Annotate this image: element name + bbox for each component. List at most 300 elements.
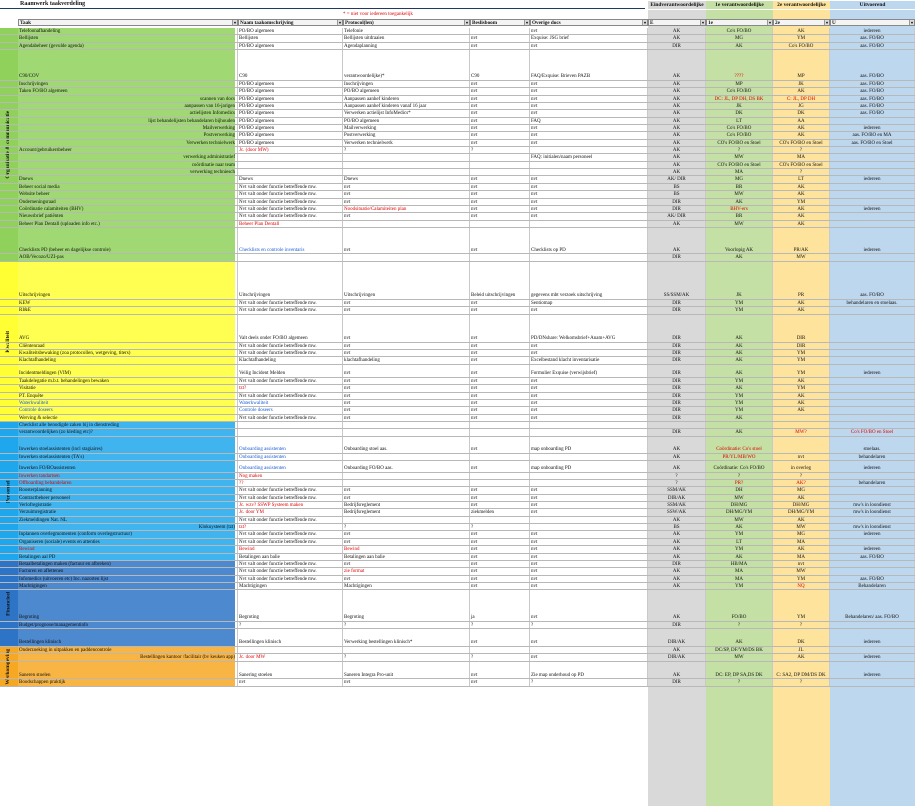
- cell-U[interactable]: aas. FO/BO: [830, 554, 915, 560]
- cell-protocol[interactable]: Begroting: [343, 590, 470, 621]
- cell-beslis[interactable]: nvt: [470, 184, 530, 190]
- cell-protocol[interactable]: Machtigingen: [343, 583, 470, 589]
- cell-1e[interactable]: MG: [706, 35, 773, 41]
- cell-beslis[interactable]: nvt: [470, 400, 530, 406]
- cell-task[interactable]: Incidentmeldingen (VIM): [18, 365, 238, 377]
- cell-task[interactable]: Beheer social media: [18, 184, 238, 190]
- cell-U[interactable]: iedereen: [830, 176, 915, 182]
- cell-2e[interactable]: DK: [773, 110, 830, 116]
- cell-1e[interactable]: AK: [706, 429, 773, 435]
- cell-E[interactable]: AK: [648, 576, 706, 582]
- cell-beslis[interactable]: nvt: [470, 539, 530, 545]
- cell-beslis[interactable]: [470, 254, 530, 260]
- cell-1e[interactable]: AK: [706, 350, 773, 356]
- cell-task[interactable]: RI&E: [18, 307, 238, 313]
- cell-beslis[interactable]: nvt: [470, 662, 530, 679]
- cell-docs[interactable]: [530, 162, 648, 168]
- cell-beslis[interactable]: nvt: [470, 629, 530, 646]
- cell-U[interactable]: [830, 679, 915, 685]
- cell-docs[interactable]: nvt: [530, 590, 648, 621]
- cell-naam[interactable]: Bewind: [238, 546, 343, 552]
- cell-U[interactable]: [830, 422, 915, 428]
- cell-E[interactable]: DIR: [648, 343, 706, 349]
- cell-beslis[interactable]: nvt: [470, 461, 530, 472]
- cell-protocol[interactable]: nvt: [343, 415, 470, 421]
- cell-naam[interactable]: Nvt valt onder functie betreffende mw.: [238, 199, 343, 205]
- cell-protocol[interactable]: Postverwerking: [343, 132, 470, 138]
- cell-task[interactable]: Website beheer: [18, 191, 238, 197]
- cell-E[interactable]: AK: [648, 125, 706, 131]
- cell-protocol[interactable]: nvt: [343, 191, 470, 197]
- cell-task[interactable]: Boodschappen praktijk: [18, 679, 238, 685]
- cell-1e[interactable]: LT: [706, 539, 773, 545]
- cell-protocol[interactable]: Saneren Integra Pro-unit: [343, 662, 470, 679]
- cell-task[interactable]: Saneren stoelen: [18, 662, 238, 679]
- cell-1e[interactable]: [706, 422, 773, 428]
- cell-1e[interactable]: AK: [706, 357, 773, 363]
- cell-U[interactable]: [830, 385, 915, 391]
- cell-1e[interactable]: CO's FO/BO en Stoel: [706, 140, 773, 146]
- cell-task[interactable]: Mailverwerking: [18, 125, 238, 131]
- column-header-naam[interactable]: [238, 19, 343, 26]
- cell-docs[interactable]: nvt: [530, 199, 648, 205]
- cell-docs[interactable]: nvt: [530, 561, 648, 567]
- cell-U[interactable]: [830, 118, 915, 124]
- cell-E[interactable]: AK: [648, 140, 706, 146]
- cell-naam[interactable]: [238, 429, 343, 435]
- cell-E[interactable]: DIR: [648, 385, 706, 391]
- cell-docs[interactable]: gegevens mbt verzoek uitschrijving: [530, 262, 648, 299]
- cell-naam[interactable]: Nvt valt onder functie betreffende mw.: [238, 213, 343, 219]
- cell-naam[interactable]: Nvt valt onder functie betreffende mw.: [238, 531, 343, 537]
- cell-2e[interactable]: C: SA2, DP DM/DS DK: [773, 662, 830, 679]
- cell-beslis[interactable]: nvt: [470, 206, 530, 212]
- cell-naam[interactable]: Nvt valt onder functie betreffende mw.: [238, 568, 343, 574]
- cell-naam[interactable]: Nog maken: [238, 473, 343, 479]
- cell-2e[interactable]: AK: [773, 213, 830, 219]
- cell-U[interactable]: [830, 407, 915, 413]
- cell-docs[interactable]: Exquise: JSG brief: [530, 35, 648, 41]
- cell-task[interactable]: Contractbeheer personeel: [18, 495, 238, 501]
- cell-1e[interactable]: AK: [706, 415, 773, 421]
- cell-protocol[interactable]: nvt: [343, 495, 470, 501]
- cell-protocol[interactable]: nvt: [343, 343, 470, 349]
- cell-U[interactable]: Co's FO/BO en Stoel: [830, 429, 915, 435]
- cell-E[interactable]: AK: [648, 647, 706, 653]
- cell-task[interactable]: Dnews: [18, 176, 238, 182]
- cell-1e[interactable]: AK: [706, 629, 773, 646]
- cell-protocol[interactable]: [343, 473, 470, 479]
- cell-docs[interactable]: nvt: [530, 350, 648, 356]
- cell-protocol[interactable]: [343, 169, 470, 175]
- cell-2e[interactable]: PR/AK: [773, 228, 830, 253]
- cell-docs[interactable]: nvt: [530, 495, 648, 501]
- cell-protocol[interactable]: nvt: [343, 400, 470, 406]
- cell-1e[interactable]: YM: [706, 546, 773, 552]
- cell-task[interactable]: Waterkwaliteit: [18, 400, 238, 406]
- cell-task[interactable]: Inwerken tandartsen: [18, 473, 238, 479]
- cell-task[interactable]: Bestellingen klinisch: [18, 629, 238, 646]
- cell-beslis[interactable]: nvt: [470, 365, 530, 377]
- cell-U[interactable]: iedereen: [830, 28, 915, 34]
- cell-1e[interactable]: YM: [706, 400, 773, 406]
- cell-E[interactable]: DIR/AK: [648, 654, 706, 660]
- cell-U[interactable]: [830, 343, 915, 349]
- cell-docs[interactable]: [530, 169, 648, 175]
- cell-naam[interactable]: Klachtafhandeling: [238, 357, 343, 363]
- cell-naam[interactable]: Machtigingen: [238, 583, 343, 589]
- cell-beslis[interactable]: nvt: [470, 415, 530, 421]
- cell-naam[interactable]: [238, 169, 343, 175]
- cell-task[interactable]: C90/COV: [18, 50, 238, 80]
- cell-naam[interactable]: nvt: [238, 679, 343, 685]
- cell-1e[interactable]: YM: [706, 307, 773, 313]
- cell-1e[interactable]: BHV-ers: [706, 206, 773, 212]
- cell-2e[interactable]: AK: [773, 132, 830, 138]
- cell-beslis[interactable]: [470, 154, 530, 160]
- cell-U[interactable]: mw's in loondienst: [830, 509, 915, 515]
- cell-naam[interactable]: Beheer Plan Dentall: [238, 221, 343, 227]
- cell-docs[interactable]: [530, 147, 648, 153]
- cell-1e[interactable]: MW: [706, 517, 773, 523]
- cell-naam[interactable]: [238, 422, 343, 428]
- cell-task[interactable]: verwerking techniesch: [18, 169, 238, 175]
- cell-docs[interactable]: nvt: [530, 206, 648, 212]
- cell-U[interactable]: [830, 315, 915, 342]
- cell-E[interactable]: BS: [648, 191, 706, 197]
- cell-beslis[interactable]: Beleid uitschrijvingen: [470, 262, 530, 299]
- cell-1e[interactable]: BR: [706, 213, 773, 219]
- cell-protocol[interactable]: nvt: [343, 385, 470, 391]
- cell-2e[interactable]: AK: [773, 407, 830, 413]
- cell-E[interactable]: AK: [648, 147, 706, 153]
- cell-beslis[interactable]: nvt: [470, 437, 530, 453]
- cell-U[interactable]: [830, 415, 915, 421]
- cell-2e[interactable]: AK: [773, 546, 830, 552]
- cell-1e[interactable]: AK: [706, 315, 773, 342]
- cell-U[interactable]: [830, 147, 915, 153]
- cell-2e[interactable]: ?: [773, 473, 830, 479]
- cell-U[interactable]: [830, 539, 915, 545]
- cell-protocol[interactable]: [343, 162, 470, 168]
- cell-protocol[interactable]: [343, 480, 470, 486]
- cell-1e[interactable]: ?: [706, 679, 773, 685]
- cell-U[interactable]: aas. FO/BO: [830, 50, 915, 80]
- cell-U[interactable]: [830, 184, 915, 190]
- cell-2e[interactable]: DH/MG/YM: [773, 509, 830, 515]
- cell-2e[interactable]: in overleg: [773, 461, 830, 472]
- cell-naam[interactable]: PO/BO algemeen: [238, 88, 343, 94]
- cell-E[interactable]: AK: [648, 228, 706, 253]
- cell-task[interactable]: Bellijsten: [18, 35, 238, 41]
- cell-E[interactable]: AK: [648, 583, 706, 589]
- cell-E[interactable]: SS/SSM/AK: [648, 262, 706, 299]
- cell-beslis[interactable]: [470, 28, 530, 34]
- cell-docs[interactable]: nvt: [530, 385, 648, 391]
- cell-task[interactable]: lijst behandelijsten behandelaren bijhouden: [18, 118, 238, 124]
- cell-1e[interactable]: ?: [706, 473, 773, 479]
- cell-protocol[interactable]: Uitschrijvingen: [343, 262, 470, 299]
- cell-naam[interactable]: Jc. (door MW): [238, 147, 343, 153]
- cell-docs[interactable]: [530, 473, 648, 479]
- cell-U[interactable]: [830, 487, 915, 493]
- cell-beslis[interactable]: nvt: [470, 110, 530, 116]
- cell-naam[interactable]: tzt?: [238, 524, 343, 530]
- cell-U[interactable]: [830, 221, 915, 227]
- cell-beslis[interactable]: nvt: [470, 199, 530, 205]
- cell-E[interactable]: AK: [648, 169, 706, 175]
- cell-docs[interactable]: nvt: [530, 191, 648, 197]
- cell-protocol[interactable]: Bedrijfsreglement: [343, 502, 470, 508]
- cell-naam[interactable]: ?: [238, 622, 343, 628]
- cell-U[interactable]: aas. FO/BO en MA: [830, 132, 915, 138]
- cell-task[interactable]: Kwaliteitsbewaking (zoa protocollen, wetgeving, titers): [18, 350, 238, 356]
- cell-1e[interactable]: MW: [706, 191, 773, 197]
- cell-U[interactable]: iedereen: [830, 365, 915, 377]
- cell-task[interactable]: Inplannen overlegmomenten (conform overlegstructuur): [18, 531, 238, 537]
- cell-naam[interactable]: Jc. wzv? SSWP Systeem maken: [238, 502, 343, 508]
- cell-beslis[interactable]: nvt: [470, 315, 530, 342]
- cell-beslis[interactable]: nvt: [470, 213, 530, 219]
- cell-protocol[interactable]: [343, 154, 470, 160]
- cell-1e[interactable]: YM: [706, 531, 773, 537]
- cell-1e[interactable]: Co's FO/BO: [706, 28, 773, 34]
- column-header-beslis[interactable]: [470, 19, 530, 26]
- cell-beslis[interactable]: [470, 647, 530, 653]
- cell-task[interactable]: AVG: [18, 315, 238, 342]
- cell-E[interactable]: [648, 422, 706, 428]
- cell-E[interactable]: DIR/AK: [648, 629, 706, 646]
- cell-U[interactable]: iedereen: [830, 461, 915, 472]
- cell-E[interactable]: SSM/AK: [648, 487, 706, 493]
- cell-E[interactable]: AK: [648, 96, 706, 102]
- cell-naam[interactable]: Nvt valt onder functie betreffende mw.: [238, 343, 343, 349]
- cell-protocol[interactable]: nvt: [343, 350, 470, 356]
- cell-1e[interactable]: CO's FO/BO en Stoel: [706, 162, 773, 168]
- cell-protocol[interactable]: [343, 254, 470, 260]
- cell-1e[interactable]: MW: [706, 495, 773, 501]
- cell-naam[interactable]: Nvt valt onder functie betreffende mw.: [238, 300, 343, 306]
- cell-beslis[interactable]: nvt: [470, 103, 530, 109]
- cell-2e[interactable]: C: JL, DP DH: [773, 96, 830, 102]
- cell-E[interactable]: ?: [648, 473, 706, 479]
- cell-E[interactable]: AK/ DIR: [648, 176, 706, 182]
- cell-naam[interactable]: Onboarding assistenten: [238, 454, 343, 460]
- cell-naam[interactable]: PO/BO algemeen: [238, 118, 343, 124]
- filter-dropdown-icon[interactable]: ▾: [910, 20, 913, 25]
- cell-U[interactable]: [830, 393, 915, 399]
- cell-U[interactable]: iedereen: [830, 662, 915, 679]
- cell-task[interactable]: Inwerken FO/BOassistenten: [18, 461, 238, 472]
- cell-docs[interactable]: [530, 480, 648, 486]
- cell-naam[interactable]: [238, 647, 343, 653]
- cell-2e[interactable]: Co's FO/BO: [773, 43, 830, 49]
- cell-U[interactable]: [830, 307, 915, 313]
- cell-1e[interactable]: DC/SP, DF/YM/DS BK: [706, 647, 773, 653]
- cell-naam[interactable]: Jc. door MW: [238, 654, 343, 660]
- cell-2e[interactable]: AK: [773, 206, 830, 212]
- cell-task[interactable]: Klachtafhandeling: [18, 357, 238, 363]
- cell-2e[interactable]: ?: [773, 147, 830, 153]
- cell-protocol[interactable]: ?: [343, 622, 470, 628]
- cell-task[interactable]: Infomedics (uitvoeren etc) Inc. nazorten lijst: [18, 576, 238, 582]
- cell-U[interactable]: stoelaas.: [830, 437, 915, 453]
- cell-beslis[interactable]: [470, 221, 530, 227]
- cell-docs[interactable]: PD/DNshare: Welkomsbrief+Anam+AVG: [530, 315, 648, 342]
- cell-protocol[interactable]: Inschrijvingen: [343, 81, 470, 87]
- cell-protocol[interactable]: zie format: [343, 568, 470, 574]
- cell-1e[interactable]: MG: [706, 176, 773, 182]
- cell-beslis[interactable]: nvt: [470, 35, 530, 41]
- cell-E[interactable]: AK: [648, 50, 706, 80]
- cell-naam[interactable]: Betalingen aan balie: [238, 554, 343, 560]
- cell-2e[interactable]: DIR: [773, 343, 830, 349]
- cell-task[interactable]: actielijsten Infomedics: [18, 110, 238, 116]
- cell-beslis[interactable]: [470, 480, 530, 486]
- cell-E[interactable]: DIR: [648, 365, 706, 377]
- cell-docs[interactable]: nvt: [530, 307, 648, 313]
- cell-task[interactable]: AOB/Vecozo/UZI-pas: [18, 254, 238, 260]
- cell-2e[interactable]: ?: [773, 169, 830, 175]
- cell-U[interactable]: aas. FO/BO: [830, 96, 915, 102]
- cell-U[interactable]: [830, 495, 915, 501]
- cell-protocol[interactable]: Aanpassen aanhef kinderen vanaf 16 jaar: [343, 103, 470, 109]
- cell-protocol[interactable]: nvt: [343, 487, 470, 493]
- cell-protocol[interactable]: nvt: [343, 315, 470, 342]
- cell-U[interactable]: [830, 199, 915, 205]
- cell-1e[interactable]: YM: [706, 378, 773, 384]
- cell-E[interactable]: AK: [648, 554, 706, 560]
- cell-1e[interactable]: DH/MG/YM: [706, 509, 773, 515]
- cell-2e[interactable]: YM: [773, 35, 830, 41]
- cell-docs[interactable]: nvt: [530, 110, 648, 116]
- cell-1e[interactable]: YM: [706, 407, 773, 413]
- cell-protocol[interactable]: Verwerking bestellingen klinisch*: [343, 629, 470, 646]
- cell-task[interactable]: Bestellingen kantoor /facilitair (bv keuken app): [18, 654, 238, 660]
- cell-U[interactable]: [830, 568, 915, 574]
- cell-docs[interactable]: [530, 454, 648, 460]
- cell-beslis[interactable]: nvt: [470, 679, 530, 685]
- cell-naam[interactable]: Checklists en controle inventaris: [238, 228, 343, 253]
- cell-2e[interactable]: AK: [773, 393, 830, 399]
- cell-U[interactable]: iedereen: [830, 228, 915, 253]
- cell-task[interactable]: Coördinatie calamiteiten (BHV): [18, 206, 238, 212]
- cell-E[interactable]: ?: [648, 480, 706, 486]
- cell-beslis[interactable]: nvt: [470, 350, 530, 356]
- cell-task[interactable]: Onderneningsraad: [18, 199, 238, 205]
- cell-protocol[interactable]: nvt: [343, 213, 470, 219]
- cell-task[interactable]: Inwerken stoelassistenten (TA's): [18, 454, 238, 460]
- cell-U[interactable]: behandelaren: [830, 454, 915, 460]
- cell-task[interactable]: Werving & selectie: [18, 415, 238, 421]
- cell-docs[interactable]: map onboarding PD: [530, 461, 648, 472]
- cell-2e[interactable]: JL: [773, 647, 830, 653]
- cell-U[interactable]: [830, 169, 915, 175]
- cell-task[interactable]: Betalingen aal PD: [18, 554, 238, 560]
- cell-protocol[interactable]: [343, 454, 470, 460]
- cell-E[interactable]: DIR: [648, 407, 706, 413]
- cell-naam[interactable]: ??: [238, 480, 343, 486]
- cell-naam[interactable]: Nvt valt onder functie betreffende mw.: [238, 184, 343, 190]
- cell-2e[interactable]: [773, 437, 830, 453]
- cell-2e[interactable]: DH/MG: [773, 502, 830, 508]
- cell-docs[interactable]: nvt: [530, 343, 648, 349]
- cell-2e[interactable]: MP: [773, 50, 830, 80]
- cell-naam[interactable]: [238, 154, 343, 160]
- cell-E[interactable]: AK: [648, 454, 706, 460]
- cell-U[interactable]: aas. FO/BO: [830, 103, 915, 109]
- cell-U[interactable]: iedereen: [830, 206, 915, 212]
- cell-1e[interactable]: LT: [706, 118, 773, 124]
- cell-2e[interactable]: CO's FO/BO en Stoel: [773, 140, 830, 146]
- cell-2e[interactable]: MW: [773, 524, 830, 530]
- cell-protocol[interactable]: nvt: [343, 539, 470, 545]
- cell-2e[interactable]: MA: [773, 539, 830, 545]
- cell-naam[interactable]: Onboarding assistenten: [238, 437, 343, 453]
- cell-docs[interactable]: [530, 517, 648, 523]
- cell-naam[interactable]: PO/BO algemeen: [238, 43, 343, 49]
- cell-E[interactable]: AK: [648, 437, 706, 453]
- cell-protocol[interactable]: nvt: [343, 561, 470, 567]
- cell-docs[interactable]: FAQ/Exquise: Brieven PAZB: [530, 50, 648, 80]
- cell-docs[interactable]: [530, 429, 648, 435]
- cell-1e[interactable]: MA: [706, 169, 773, 175]
- cell-U[interactable]: mw's in loondienst: [830, 524, 915, 530]
- cell-U[interactable]: iedereen: [830, 654, 915, 660]
- cell-2e[interactable]: PR: [773, 262, 830, 299]
- cell-1e[interactable]: Co's FO/BO: [706, 132, 773, 138]
- cell-protocol[interactable]: Onboarding stoel aas.: [343, 437, 470, 453]
- cell-E[interactable]: SSM/AK: [648, 502, 706, 508]
- cell-U[interactable]: aas. FO/BO: [830, 110, 915, 116]
- cell-docs[interactable]: nvt: [530, 28, 648, 34]
- cell-beslis[interactable]: nvt: [470, 176, 530, 182]
- cell-docs[interactable]: nvt: [530, 539, 648, 545]
- filter-dropdown-icon[interactable]: ▾: [643, 20, 646, 25]
- cell-2e[interactable]: MG: [773, 531, 830, 537]
- cell-docs[interactable]: nvt: [530, 103, 648, 109]
- cell-docs[interactable]: map onboarding PD: [530, 437, 648, 453]
- cell-task[interactable]: Cliëntenraad: [18, 343, 238, 349]
- cell-docs[interactable]: Zie map onderhoud op PD: [530, 662, 648, 679]
- cell-2e[interactable]: AK: [773, 191, 830, 197]
- cell-1e[interactable]: MA: [706, 576, 773, 582]
- cell-protocol[interactable]: Telefonie: [343, 28, 470, 34]
- cell-beslis[interactable]: ?: [470, 654, 530, 660]
- cell-docs[interactable]: nvt: [530, 502, 648, 508]
- cell-1e[interactable]: AK: [706, 524, 773, 530]
- cell-protocol[interactable]: Verwerken technielwerk: [343, 140, 470, 146]
- cell-naam[interactable]: PO/BO algemeen: [238, 28, 343, 34]
- cell-1e[interactable]: MW: [706, 154, 773, 160]
- cell-1e[interactable]: ?: [706, 147, 773, 153]
- cell-E[interactable]: DIR: [648, 254, 706, 260]
- cell-U[interactable]: aas. FO/BO en Stoel: [830, 140, 915, 146]
- cell-docs[interactable]: FAQ: [530, 118, 648, 124]
- cell-task[interactable]: Telefoonafhandeling: [18, 28, 238, 34]
- cell-2e[interactable]: YM: [773, 350, 830, 356]
- cell-E[interactable]: DIR: [648, 199, 706, 205]
- cell-docs[interactable]: ?: [530, 679, 648, 685]
- cell-2e[interactable]: nvt: [773, 561, 830, 567]
- cell-1e[interactable]: DH/MG: [706, 502, 773, 508]
- cell-protocol[interactable]: Bewind: [343, 546, 470, 552]
- cell-protocol[interactable]: Bedrijfsreglement: [343, 509, 470, 515]
- cell-2e[interactable]: AK: [773, 300, 830, 306]
- cell-beslis[interactable]: nvt: [470, 132, 530, 138]
- cell-docs[interactable]: nvt: [530, 213, 648, 219]
- cell-naam[interactable]: Nvt valt onder functie betreffende mw.: [238, 576, 343, 582]
